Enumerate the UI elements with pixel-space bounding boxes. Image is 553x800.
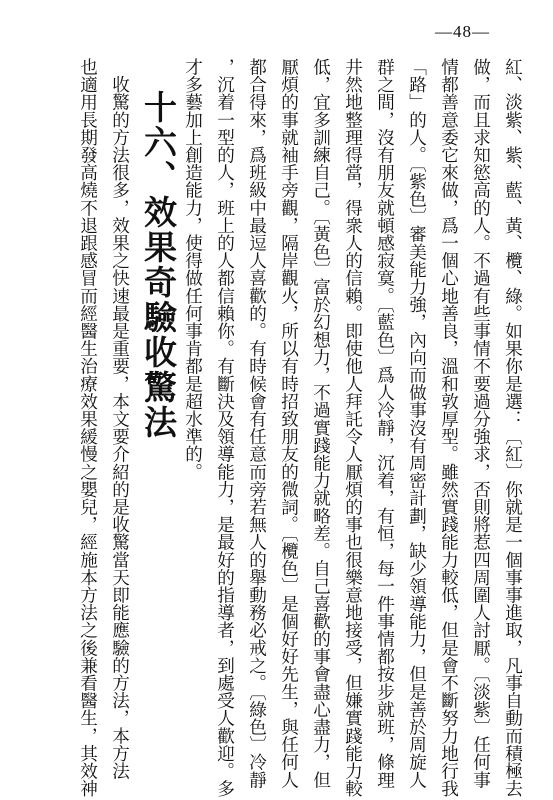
text-column: 紅、淡紫、紫、藍、黃、欖、綠。如果你是選：〔紅〕你就是一個事事進取，凡事自動而積極去 (502, 58, 523, 798)
text-column: 低，宜多訓練自己。〔黃色〕富於幻想力，不過實踐能力就略差。自己喜歡的事會盡心盡力，但 (310, 58, 331, 789)
section-heading: 十六、效果奇驗收驚法 (139, 90, 178, 440)
page-number: —48— (435, 22, 490, 41)
text-column: 做，而且求知慾高的人。不過有些事情不要過分強求，否則將惹四周圍人討厭。〔淡紫〕任何事 (470, 58, 491, 789)
text-column: 井然地整理得當，得衆人的信賴。即使他人拜託令人厭煩的事也很樂意地接受，但嫌實踐能力較 (342, 58, 363, 798)
text-column: 群之間，沒有朋友就頓感寂寞。〔藍色〕爲人冷靜，沉着，有恒，每一件事情都按步就班，條理 (374, 58, 395, 789)
text-column: 也適用長期發高燒不退跟感冒而經醫生治療效果緩慢之嬰兒，經施本方法之後兼看醫生，其效神 (77, 58, 98, 798)
text-column: 情都善意委它來做，爲一個心地善良，溫和敦厚型。雖然實踐能力較低，但是會不斷努力地行我 (438, 58, 459, 798)
text-column: 厭煩的事就袖手旁觀，隔岸觀火，所以有時招致朋友的微詞。〔欖色〕是個好好先生，與任何人 (278, 58, 299, 789)
text-column: 「路」的人。〔紫色〕審美能力強，內向而做事沒有周密計劃，缺少領導能力，但是善於周旋人 (406, 58, 427, 789)
text-column: 都合得來，爲班級中最逗人喜歡的。有時候會有任意而旁若無人的舉動務必戒之。〔綠色〕冷靜 (246, 58, 267, 789)
text-column: ，沉着一型的人，班上的人都信賴你。有斷決及領導能力，是最好的指導者，到處受人歡迎。多 (214, 58, 235, 798)
text-column: 才多藝加上創造能力，使得做任何事肯都是超水準的。 (182, 58, 203, 481)
text-column: 收驚的方法很多，效果之快速最是重要，本文要介紹的是收驚當天即能應驗的方法，本方法 (109, 58, 130, 780)
